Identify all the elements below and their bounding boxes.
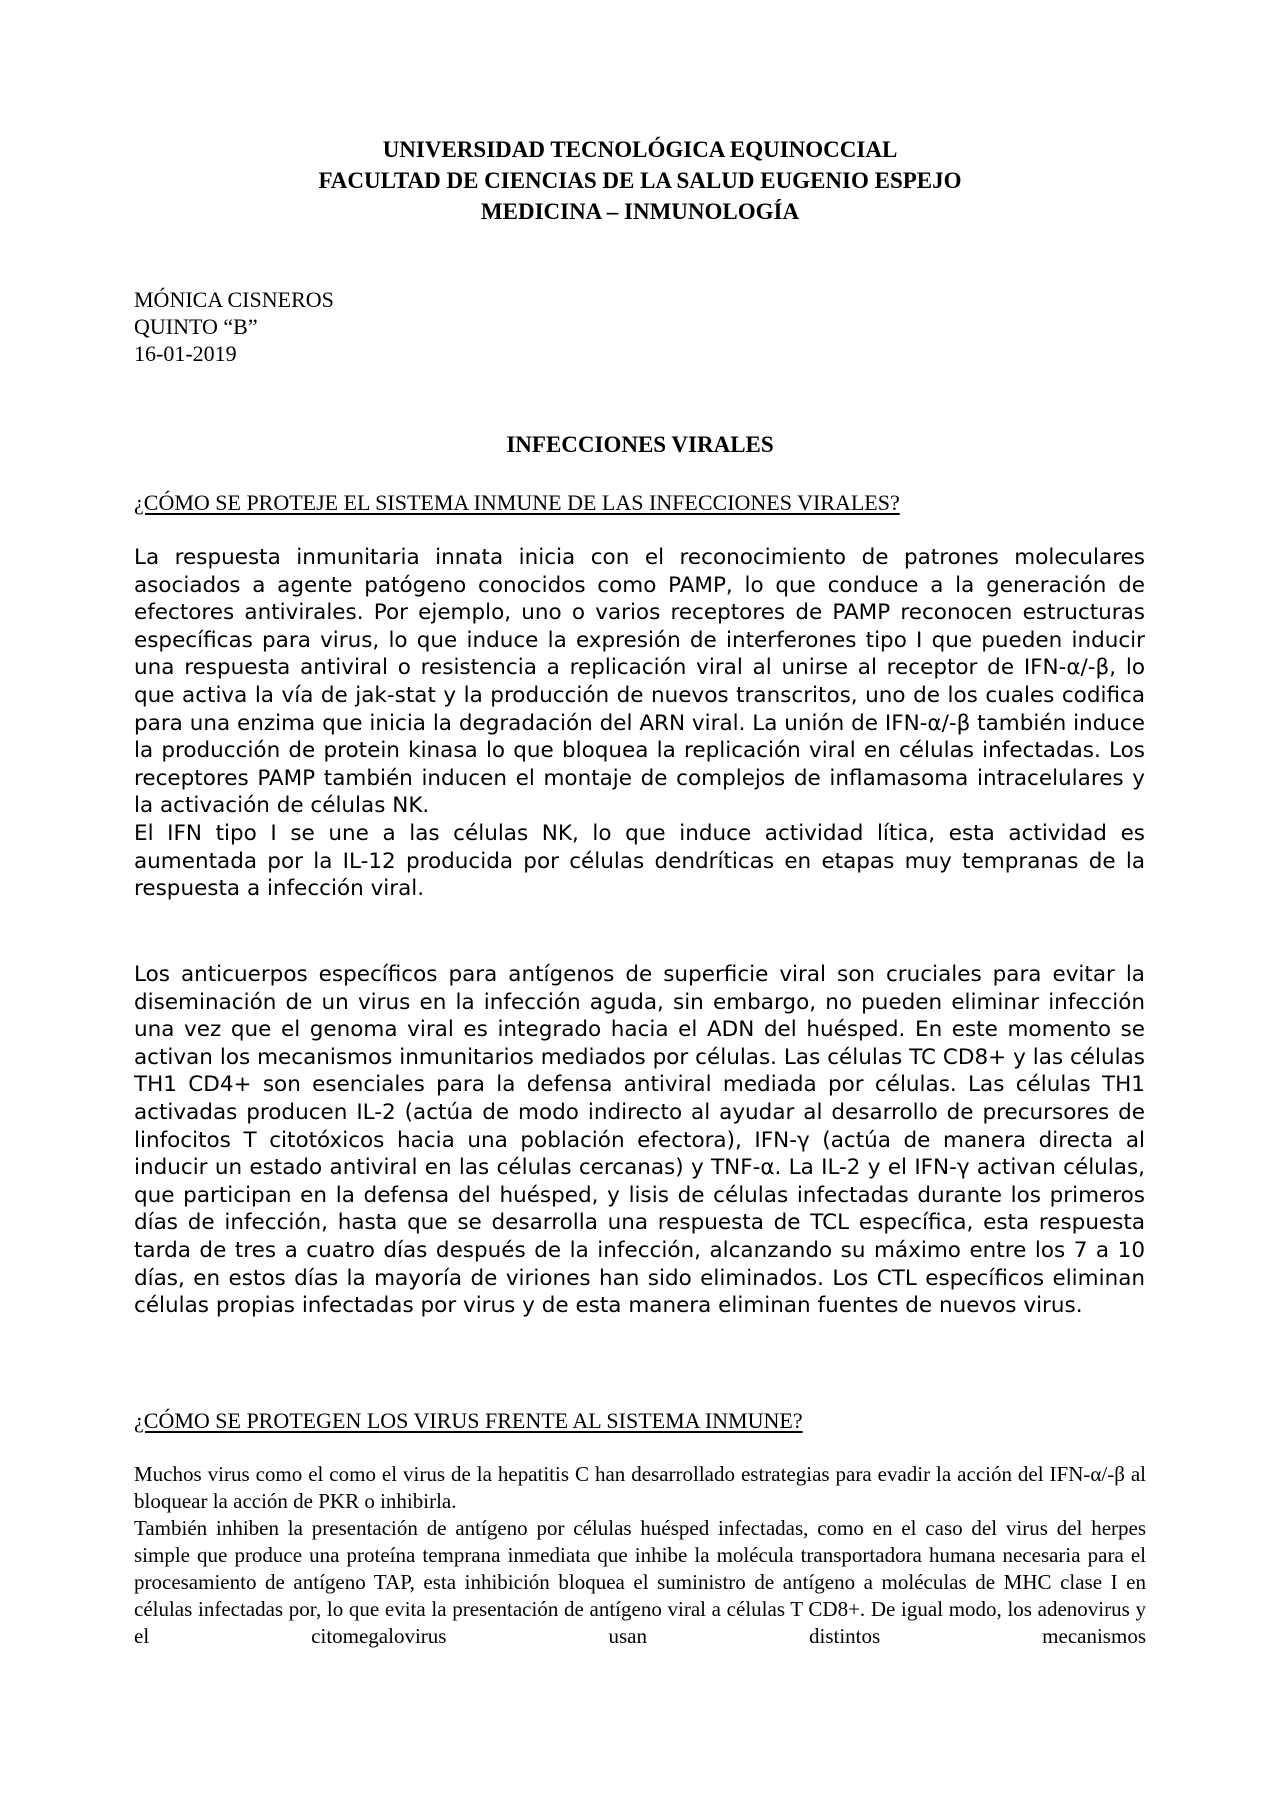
section-1-heading: ¿CÓMO SE PROTEJE EL SISTEMA INMUNE DE LAS INFECCIONES VIRALES? <box>134 490 900 515</box>
program-name: MEDICINA – INMUNOLOGÍA <box>480 199 800 224</box>
author-course: QUINTO “B” <box>134 314 258 339</box>
section-1-body-part-2 <box>134 961 1145 1320</box>
author-name: MÓNICA CISNEROS <box>134 287 334 312</box>
document-title: INFECCIONES VIRALES <box>506 432 774 457</box>
faculty-name: FACULTAD DE CIENCIAS DE LA SALUD EUGENIO ESPEJO <box>318 168 962 193</box>
author-block <box>134 286 334 367</box>
section-1-body-part-1 <box>134 544 1145 903</box>
section-2-heading: ¿CÓMO SE PROTEGEN LOS VIRUS FRENTE AL SISTEMA INMUNE? <box>134 1408 803 1433</box>
section-1-paragraph-1: La respuesta inmunitaria innata inicia con el reconocimiento de patrones moleculares asociados a agente patógeno conocidos como PAMP, lo que conduce a la generación de efectores antivirales. Por ejemplo, uno o varios receptores de PAMP reconocen estructuras específicas para virus, lo que induce la expresión de interferones tipo I que pueden inducir una respuesta antiviral o resistencia a replicación viral al unirse al receptor de IFN-α/-β, lo que activa la vía de jak-stat y la producción de nuevos transcritos, uno de los cuales codifica para una enzima que inicia la degradación del ARN viral. La unión de IFN-α/-β también induce la producción de protein kinasa lo que bloquea la replicación viral en células infectadas. Los receptores PAMP también inducen el montaje de complejos de inflamasoma intracelulares y la activación de células NK. <box>134 545 1145 819</box>
section-2-paragraph-1: Muchos virus como el como el virus de la hepatitis C han desarrollado estrategias para evadir la acción del IFN-α/-β al bloquear la acción de PKR o inhibirla. <box>134 1462 1146 1513</box>
section-2-body <box>134 1461 1146 1650</box>
university-name: UNIVERSIDAD TECNOLÓGICA EQUINOCCIAL <box>382 137 898 162</box>
section-2-paragraph-2: También inhiben la presentación de antígeno por células huésped infectadas, como en el caso del virus del herpes simple que produce una proteína temprana inmediata que inhibe la molécula transportadora humana necesaria para el procesamiento de antígeno TAP, esta inhibición bloquea el suministro de antígeno a moléculas de MHC clase I en células infectadas por, lo que evita la presentación de antígeno viral a células T CD8+. De igual modo, los adenovirus y el citomegalovirus usan distintos mecanismos <box>134 1516 1146 1648</box>
document-header <box>134 134 1146 227</box>
section-1-paragraph-3: Los anticuerpos específicos para antígenos de superficie viral son cruciales para evitar la diseminación de un virus en la infección aguda, sin embargo, no pueden eliminar infección una vez que el genoma viral es integrado hacia el ADN del huésped. En este momento se activan los mecanismos inmunitarios mediados por células. Las células TC CD8+ y las células TH1 CD4+ son esenciales para la defensa antiviral mediada por células. Las células TH1 activadas producen IL-2 (actúa de modo indirecto al ayudar al desarrollo de precursores de linfocitos T citotóxicos hacia una población efectora), IFN-γ (actúa de manera directa al inducir un estado antiviral en las células cercanas) y TNF-α. La IL-2 y el IFN-γ activan células, que participan en la defensa del huésped, y lisis de células infectadas durante los primeros días de infección, hasta que se desarrolla una respuesta de TCL específica, esta respuesta tarda de tres a cuatro días después de la infección, alcanzando su máximo entre los 7 a 10 días, en estos días la mayoría de viriones han sido eliminados. Los CTL específicos eliminan células propias infectadas por virus y de esta manera eliminan fuentes de nuevos virus. <box>134 962 1145 1319</box>
author-date: 16-01-2019 <box>134 341 237 366</box>
section-1-paragraph-2: El IFN tipo I se une a las células NK, lo que induce actividad lítica, esta actividad es aumentada por la IL-12 producida por células dendríticas en etapas muy tempranas de la respuesta a infección viral. <box>134 820 1145 902</box>
